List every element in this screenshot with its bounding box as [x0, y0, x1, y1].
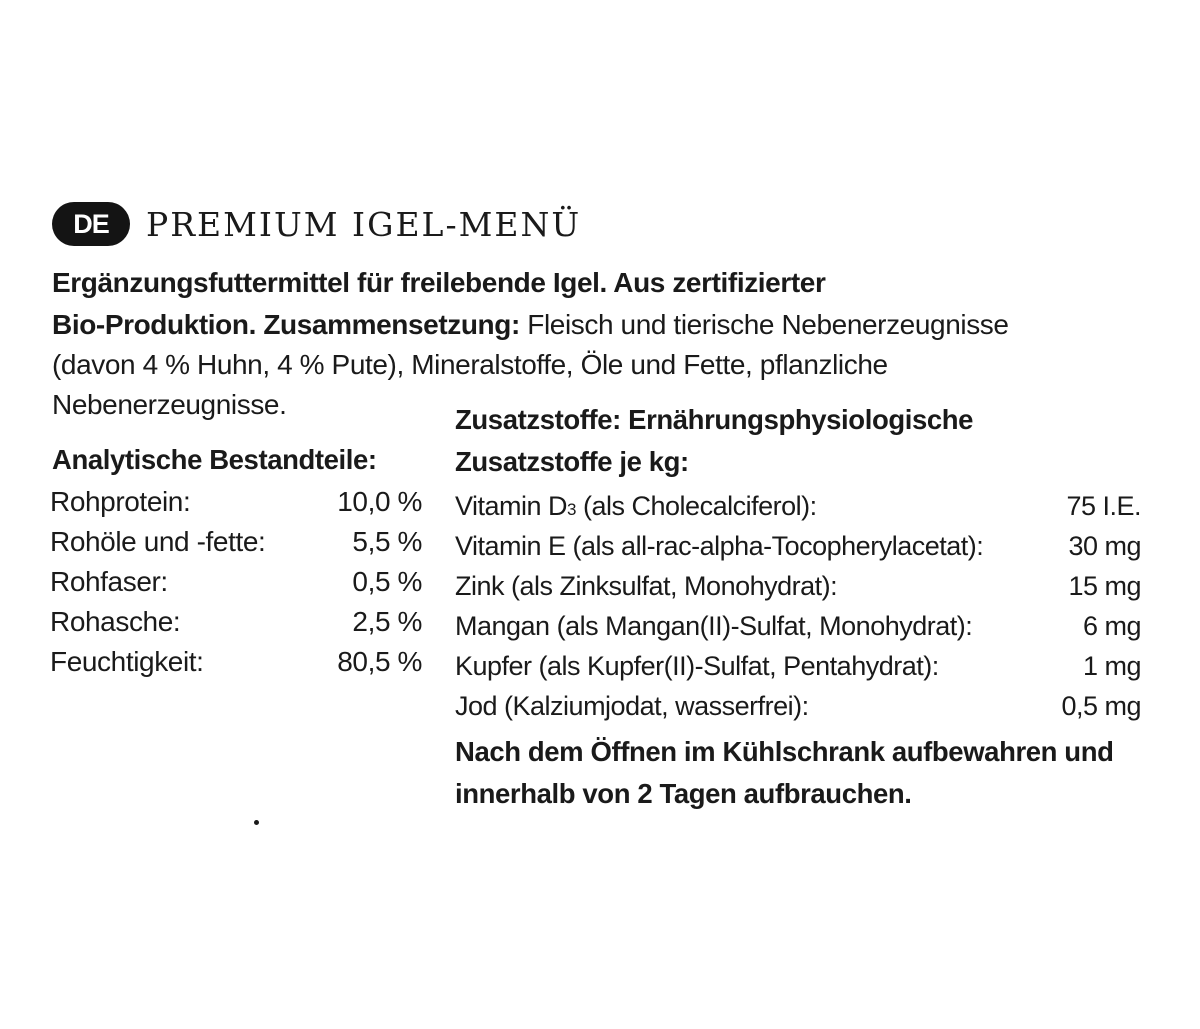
analytics-row-name: Rohfaser:: [50, 566, 168, 597]
storage-line-1: Nach dem Öffnen im Kühlschrank aufbewahren und: [455, 736, 1114, 767]
language-badge: DE: [52, 202, 130, 246]
intro-line-1: Ergänzungsfuttermittel für freilebende Igel. Aus zertifizierter: [52, 267, 826, 298]
analytics-row-value: 2,5 %: [352, 606, 422, 637]
analytics-row-name: Feuchtigkeit:: [50, 646, 204, 677]
composition-heading: Bio-Produktion. Zusammensetzung:: [52, 309, 520, 340]
analytics-table: [50, 482, 422, 682]
vitamin-d-subscript: 3: [567, 500, 577, 519]
analytics-row: [50, 482, 422, 522]
additives-row-name: Zink (als Zinksulfat, Monohydrat):: [455, 571, 838, 601]
product-title: PREMIUM IGEL-MENÜ: [146, 204, 582, 244]
additives-row-value: 1 mg: [1082, 651, 1141, 681]
additives-row: [455, 606, 1141, 646]
intro-line-2: [52, 305, 1009, 345]
additives-row-value: 6 mg: [1082, 611, 1141, 641]
additives-row-value: 30 mg: [1068, 531, 1141, 561]
additives-table: [455, 486, 1141, 726]
vitamin-d-suffix: (als Cholecalciferol):: [576, 491, 817, 521]
print-mark: [254, 820, 259, 825]
additives-heading-line-1: Zusatzstoffe: Ernährungsphysiologische: [455, 404, 974, 435]
analytics-row: [50, 642, 422, 682]
additives-row-name: Mangan (als Mangan(II)-Sulfat, Monohydrat):: [455, 611, 973, 641]
storage-line-2: innerhalb von 2 Tagen aufbrauchen.: [455, 778, 912, 809]
intro-line-4: Nebenerzeugnisse.: [52, 389, 287, 420]
additives-row-name: Kupfer (als Kupfer(II)-Sulfat, Pentahydrat):: [455, 651, 939, 681]
analytics-row-value: 0,5 %: [352, 566, 422, 597]
analytics-row: [50, 602, 422, 642]
analytics-row: [50, 562, 422, 602]
analytics-heading: Analytische Bestandteile:: [52, 444, 377, 475]
analytics-row-value: 5,5 %: [352, 526, 422, 557]
additives-row-value: 75 I.E.: [1066, 491, 1141, 521]
additives-heading-line-2: Zusatzstoffe je kg:: [455, 446, 689, 477]
vitamin-d-prefix: Vitamin D: [455, 491, 568, 521]
analytics-row: [50, 522, 422, 562]
additives-row-value: 15 mg: [1068, 571, 1141, 601]
additives-row-name: [455, 486, 817, 530]
additives-row: [455, 686, 1141, 726]
analytics-row-value: 80,5 %: [337, 646, 422, 677]
analytics-row-name: Rohöle und -fette:: [50, 526, 266, 557]
additives-row-name: Jod (Kalziumjodat, wasserfrei):: [455, 691, 809, 721]
composition-text: Fleisch und tierische Nebenerzeugnisse: [519, 309, 1009, 340]
additives-row-name: Vitamin E (als all-rac-alpha-Tocopherylacetat):: [455, 531, 984, 561]
additives-row-value: 0,5 mg: [1061, 691, 1141, 721]
analytics-row-name: Rohprotein:: [50, 486, 191, 517]
additives-row: [455, 526, 1141, 566]
additives-row: [455, 646, 1141, 686]
additives-row: [455, 486, 1141, 526]
analytics-row-value: 10,0 %: [337, 486, 422, 517]
intro-line-3: (davon 4 % Huhn, 4 % Pute), Mineralstoffe, Öle und Fette, pflanzliche: [52, 349, 888, 380]
analytics-row-name: Rohasche:: [50, 606, 181, 637]
label-header: [52, 200, 581, 248]
additives-row: [455, 566, 1141, 606]
